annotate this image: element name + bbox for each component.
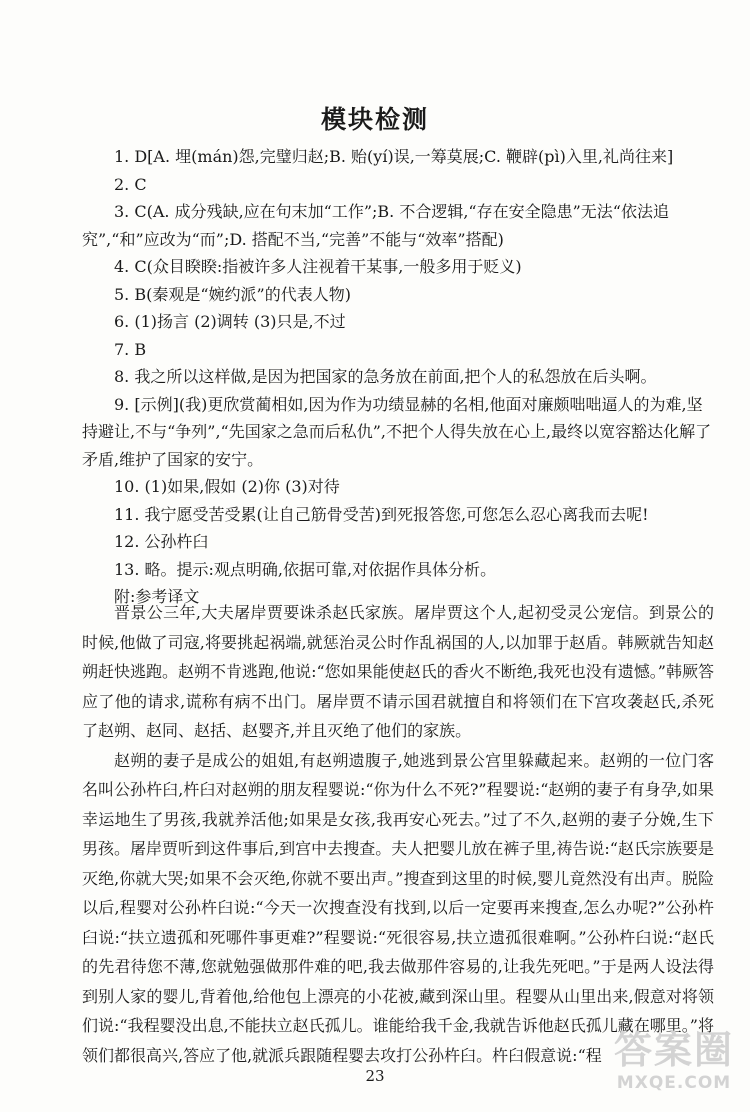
answer-item-10: 10. (1)如果,假如 (2)你 (3)对待	[114, 477, 340, 496]
answer-item-3: 3. C(A. 成分残缺,应在句末加“工作”;B. 不合逻辑,“存在安全隐患”无法“依法追究”,“和”应改为“而”;D. 搭配不当,“完善”不能与“效率”搭配)	[82, 202, 669, 249]
answer-item-13: 13. 略。提示:观点明确,依据可靠,对依据作具体分析。	[114, 559, 497, 579]
answer-item-11: 11. 我宁愿受苦受累(让自己筋骨受苦)到死报答您,可您怎么忍心离我而去呢!	[114, 504, 649, 524]
watermark-text-cn: 答案圈	[613, 1028, 734, 1072]
answer-list	[82, 143, 714, 611]
reference-translation	[82, 598, 714, 1070]
answer-item-12: 12. 公孙杵臼	[114, 532, 209, 551]
answer-item-9: 9. [示例](我)更欣赏蔺相如,因为作为功绩显赫的名相,他面对廉颇咄咄逼人的为难,坚持避让,不与“争列”,“先国家之急而后私仇”,不把个人得失放在心上,最终以宽容豁达化解了矛盾,维护了国家的安宁。	[82, 394, 712, 469]
answer-item-4: 4. C(众目睽睽:指被许多人注视着干某事,一般多用于贬义)	[114, 257, 522, 276]
watermark-logo	[604, 1028, 744, 1098]
watermark-text-en: MXQE.COM	[616, 1073, 732, 1093]
page-title: 模块检测	[320, 105, 429, 134]
answer-item-6: 6. (1)扬言 (2)调转 (3)只是,不过	[114, 312, 346, 331]
answer-item-1: 1. D[A. 埋(mán)怨,完璧归赵;B. 贻(yí)误,一筹莫展;C. 鞭辟(pì)入里,礼尚往来]	[114, 147, 674, 166]
answer-item-7: 7. B	[114, 339, 147, 359]
page-number: 23	[365, 1067, 385, 1085]
translation-paragraph-1: 晋景公三年,大夫屠岸贾要诛杀赵氏家族。屠岸贾这个人,起初受灵公宠信。到景公的时候,他做了司寇,将要挑起祸端,就惩治灵公时作乱祸国的人,以加罪于赵盾。韩厥就告知赵朔赶快逃跑。赵朔不肯逃跑,他说:“您如果能使赵氏的香火不断绝,我死也没有遗憾。”韩厥答应了他的请求,谎称有病不出门。屠岸贾不请示国君就擅自和将领们在下宫攻袭赵氏,杀死了赵朔、赵同、赵括、赵婴齐,并且灭绝了他们的家族。	[82, 603, 714, 740]
appendix-heading: 附:参考译文	[114, 587, 200, 606]
translation-paragraph-2: 赵朔的妻子是成公的姐姐,有赵朔遗腹子,她逃到景公宫里躲藏起来。赵朔的一位门客名叫公孙杵臼,杵臼对赵朔的朋友程婴说:“你为什么不死?”程婴说:“赵朔的妻子有身孕,如果幸运地生了男孩,我就养活他;如果是女孩,我再安心死去。”过了不久,赵朔的妻子分娩,生下男孩。屠岸贾听到这件事后,到宫中去搜查。夫人把婴儿放在裤子里,祷告说:“赵氏宗族要是灭绝,你就大哭;如果不会灭绝,你就不要出声。”搜查到这里的时候,婴儿竟然没有出声。脱险以后,程婴对公孙杵臼说:“今天一次搜查没有找到,以后一定要再来搜查,怎么办呢?”公孙杵臼说:“扶立遗孤和死哪件事更难?”程婴说:“死很容易,扶立遗孤很难啊。”公孙杵臼说:“赵氏的先君待您不薄,您就勉强做那件难的吧,我去做那件容易的,让我先死吧。”于是两人设法得到别人家的婴儿,背着他,给他包上漂亮的小花被,藏到深山里。程婴从山里出来,假意对将领们说:“我程婴没出息,不能扶立赵氏孤儿。谁能给我千金,我就告诉他赵氏孤儿藏在哪里。”将领们都很高兴,答应了他,就派兵跟随程婴去攻打公孙杵臼。杵臼假意说:“程	[82, 750, 714, 1065]
answer-item-2: 2. C	[114, 174, 147, 194]
answer-item-8: 8. 我之所以这样做,是因为把国家的急务放在前面,把个人的私怨放在后头啊。	[114, 367, 657, 386]
answer-item-5: 5. B(秦观是“婉约派”的代表人物)	[114, 284, 351, 304]
